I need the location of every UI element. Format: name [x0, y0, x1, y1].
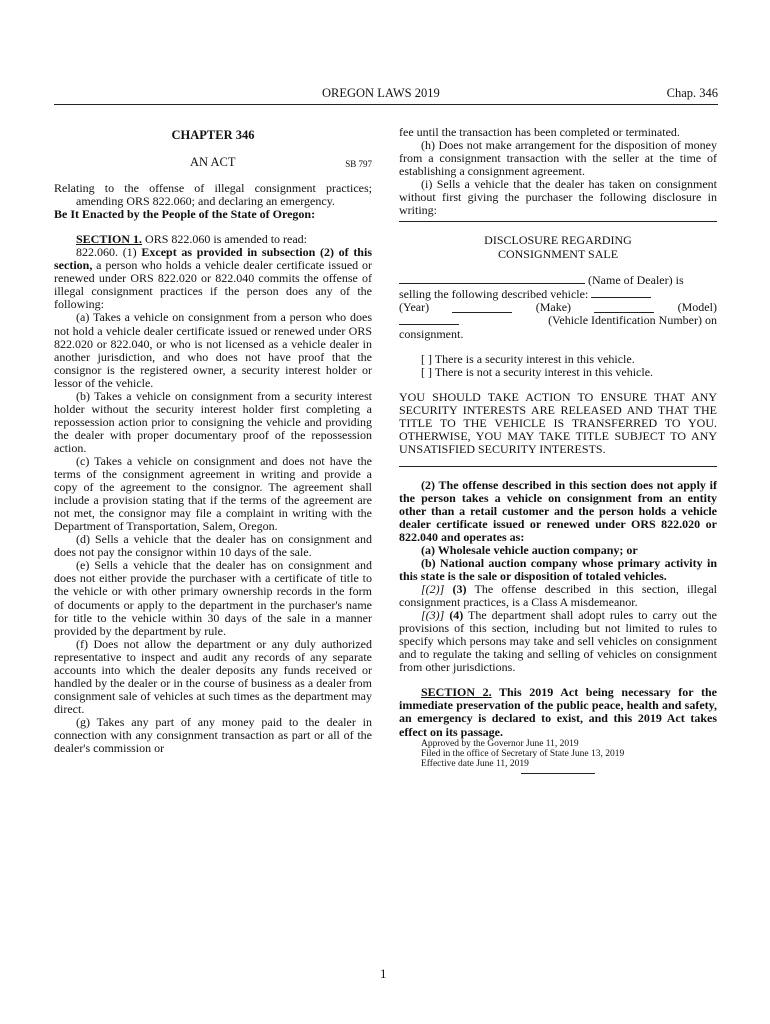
filed-line: Filed in the office of Secretary of State June 13, 2019 [421, 748, 625, 759]
paragraph-f: (f) Does not allow the department or any duly authorized representative to inspect and audit any records of any separate accounts into which the dealer deposits any funds received or handled by the dealer or in the course of business as a dealer from consignment sale of vehicles at such times as the department may direct. [54, 636, 372, 716]
paragraph-g: (g) Takes any part of any money paid to the dealer in connection with any consignment transaction as part or all of the dealer's commission or [54, 714, 372, 756]
subsection-4 [399, 609, 717, 674]
paragraph-g-continued: fee until the transaction has been completed or terminated. [399, 125, 680, 139]
disclosure-top-rule [399, 221, 717, 222]
subsection-3-new-number: (3) [452, 582, 467, 597]
bill-number: SB 797 [345, 159, 372, 170]
section-2 [399, 686, 717, 738]
paragraph-d: (d) Sells a vehicle that the dealer has on consignment and does not pay the consignor within 10 days of the sale. [54, 532, 372, 560]
section-2-heading: SECTION 2. [421, 685, 492, 700]
make-label: (Make) [535, 300, 572, 315]
dealer-name-blank [399, 273, 585, 284]
section-1-heading: SECTION 1. [76, 232, 143, 247]
security-interest-box-1: [ ] There is a security interest in this vehicle. [421, 351, 635, 366]
subsection-2: (2) The offense described in this section does not apply if the person takes a vehicle on consignment from an entity other than a retail customer and the person holds a vehicle dealer certificate issued or renewed under ORS 822.020 or 822.040 and operates as: [399, 477, 717, 544]
page-number: 1 [380, 966, 387, 981]
section-1-intro-text: ORS 822.060 is amended to read: [142, 232, 308, 247]
section-2-text: This 2019 Act being necessary for the immediate preservation of the public peace, health and safety, an emergency is declared to exist, and this 2019 Act takes effect on its passage. [399, 685, 717, 739]
left-column [54, 126, 372, 755]
enacting-clause: Be It Enacted by the People of the State of Oregon: [54, 207, 316, 222]
subsection-3-deleted-number: [(2)] [421, 582, 445, 597]
paragraph-h: (h) Does not make arrangement for the disposition of money from a consignment transaction with the seller at the time of establishing a consignment agreement. [399, 138, 717, 179]
subsection-1-number: 822.060. (1) [76, 245, 142, 260]
chapter-heading: CHAPTER 346 [171, 128, 255, 142]
paragraph-a: (a) Takes a vehicle on consignment from a person who does not hold a vehicle dealer certificate issued or renewed under ORS 822.020 or 822.040, or who is not licensed as a vehicle dealer in another jurisdiction, and who does not have proof that the consignor is the registered owner, a security interest holder or lessor of the vehicle. [54, 310, 372, 390]
paragraph-c: (c) Takes a vehicle on consignment and does not have the terms of the consignment agreement in writing and provide a copy of the agreement to the consignor. The agreement shall include a provision stating that if the terms of the agreement are not met, the consignor may file a complaint in writing with the Department of Transportation, Salem, Oregon. [54, 453, 372, 534]
paragraph-e: (e) Sells a vehicle that the dealer has on consignment and does not either provide the purchaser with a certificate of title to the vehicle or with other primary ownership records in the form of documents or apply to the department in the purchaser's name for title to the vehicle within 30 days of the sale in a manner provided by the department by rule. [54, 558, 372, 638]
header-rule [54, 104, 718, 105]
disclosure-title-line-1: DISCLOSURE REGARDING [484, 233, 632, 248]
an-act-line [54, 156, 372, 170]
subsection-4-text: The department shall adopt rules to carry out the provisions of this section, including but not limited to rules to specify which persons may take and sell vehicles on consignment and to regulate the taking and selling of vehicles on consignment from other jurisdictions. [399, 608, 717, 675]
selling-text: selling the following described vehicle: [399, 287, 589, 302]
subsection-1 [54, 246, 372, 311]
effective-line: Effective date June 11, 2019 [421, 758, 529, 769]
paragraph-i: (i) Sells a vehicle that the dealer has taken on consignment without first giving the purchaser the following disclosure in writing: [399, 177, 717, 218]
disclosure-bottom-rule [399, 466, 717, 467]
year-label: (Year) [399, 300, 430, 315]
security-interest-box-2: [ ] There is not a security interest in this vehicle. [421, 364, 654, 379]
vin-blank [399, 314, 459, 325]
selling-line [399, 287, 717, 301]
subsection-2b: (b) National auction company whose primary activity in this state is the sale or disposition of totaled vehicles. [399, 555, 717, 583]
disclosure-title-line-2: CONSIGNMENT SALE [497, 246, 619, 261]
disclosure-warning: YOU SHOULD TAKE ACTION TO ENSURE THAT ANY SECURITY INTERESTS ARE RELEASED AND THAT THE TITLE TO THE VEHICLE IS TRANSFERRED TO YOU. OTHERWISE, YOU MAY TAKE TITLE SUBJECT TO ANY UNSATISFIED SECURITY INTERESTS. [399, 389, 717, 456]
an-act-title: AN ACT [190, 155, 236, 170]
vin-line [399, 314, 717, 327]
relating-clause: Relating to the offense of illegal consignment practices; amending ORS 822.060; and declaring an emergency. [54, 181, 372, 209]
end-rule [521, 773, 595, 774]
running-header-chapter: Chap. 346 [666, 86, 718, 100]
dealer-name-label: (Name of Dealer) is [588, 273, 684, 288]
vin-label: (Vehicle Identification Number) on [548, 313, 717, 328]
running-header-title: OREGON LAWS 2019 [322, 86, 440, 100]
subsection-3-text: The offense described in this section, illegal consignment practices, is a Class A misdemeanor. [399, 582, 717, 610]
year-blank [452, 302, 512, 313]
model-label: (Model) [677, 300, 717, 315]
dealer-name-line [399, 273, 717, 287]
subsection-4-deleted-number: [(3)] [421, 608, 445, 623]
selling-blank [591, 287, 651, 298]
make-blank [594, 302, 654, 313]
subsection-2a: (a) Wholesale vehicle auction company; or [421, 542, 638, 557]
consignment-word: consignment. [399, 326, 464, 341]
subsection-3 [399, 583, 717, 609]
subsection-4-new-number: (4) [449, 608, 464, 623]
right-column [399, 126, 717, 774]
subsection-1-text: a person who holds a vehicle dealer certificate issued or renewed under ORS 822.020 or 822.040 commits the offense of illegal consignment practices if the person does any of the following: [54, 258, 372, 312]
approved-line: Approved by the Governor June 11, 2019 [421, 738, 579, 749]
paragraph-b: (b) Takes a vehicle on consignment from a security interest holder without the security interest holder first completing a repossession action prior to consigning the vehicle and providing the dealer with proper documentary proof of the repossession action. [54, 388, 372, 455]
subsection-1-new-text: Except as provided in subsection (2) of this section, [54, 245, 372, 273]
